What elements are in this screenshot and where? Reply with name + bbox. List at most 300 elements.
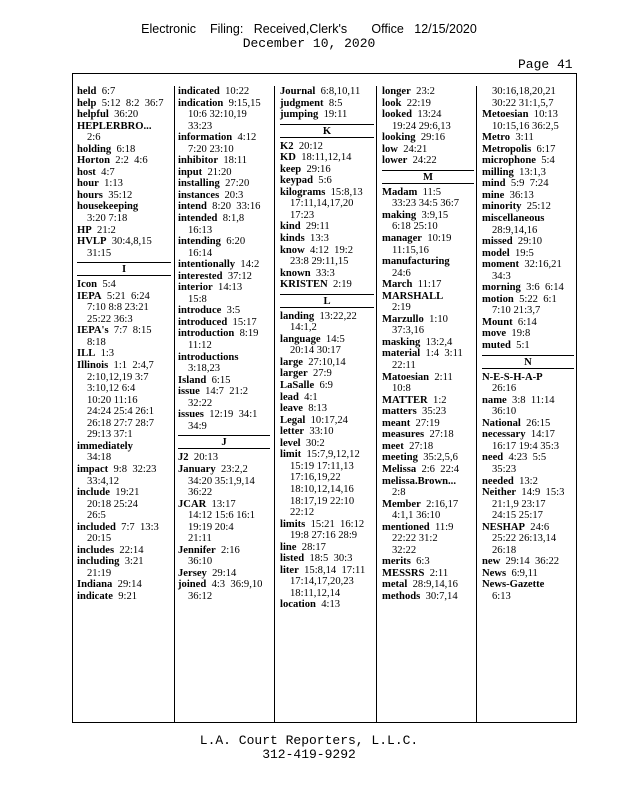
index-entry	[178, 499, 270, 511]
index-term: language	[280, 333, 321, 345]
index-references: 5:4	[97, 279, 116, 291]
index-term: intend	[178, 201, 207, 213]
column-divider	[174, 86, 175, 722]
index-term: methods	[382, 590, 421, 602]
index-column-1	[77, 86, 171, 603]
index-term: Neither	[482, 487, 517, 499]
index-entry	[280, 380, 374, 392]
index-references: 37:12	[222, 270, 252, 282]
index-references: 28:9,14,16	[407, 579, 458, 591]
index-term: News	[482, 567, 507, 579]
index-entry	[178, 568, 270, 580]
index-entry	[280, 519, 374, 531]
index-term: looked	[382, 109, 413, 121]
index-entry	[178, 386, 270, 398]
index-entry	[280, 245, 374, 257]
index-references: 8:13	[302, 403, 328, 415]
index-references: 3:11	[510, 132, 534, 144]
index-term: longer	[382, 86, 411, 97]
index-references: 6:9	[314, 380, 333, 392]
index-references: 5:21 6:24	[101, 290, 150, 302]
index-entry	[482, 556, 574, 568]
index-references: 6:17	[531, 143, 556, 155]
index-references: 4:12 19:2	[304, 244, 353, 256]
index-term: intended	[178, 213, 218, 225]
index-term: indicated	[178, 86, 220, 97]
index-term: motion	[482, 293, 514, 305]
index-references: 11:9	[429, 521, 454, 533]
index-term: introductions	[178, 351, 239, 363]
index-entry	[77, 487, 171, 499]
index-term: manufacturing	[382, 256, 450, 268]
index-references: 22:14	[114, 544, 144, 556]
index-entry	[77, 86, 171, 98]
index-entry	[280, 221, 374, 233]
index-references: 6:14	[512, 316, 537, 328]
index-term: Icon	[77, 279, 98, 291]
index-continuation: 35:23	[492, 463, 517, 475]
index-column-3	[280, 86, 374, 611]
footer-phone: 312-419-9292	[262, 747, 356, 762]
index-term: Illinois	[77, 360, 109, 372]
index-entry	[280, 175, 374, 187]
index-entry	[482, 236, 574, 248]
index-continuation: 3:18,23	[188, 363, 221, 375]
index-continuation: 23:8 29:11,15	[290, 256, 349, 268]
index-entry	[178, 375, 270, 387]
index-continuation: 22:11	[392, 360, 416, 372]
index-continuation: 21:19	[87, 567, 112, 579]
page-number: Page 41	[518, 57, 573, 72]
index-entry	[280, 311, 374, 323]
index-references: 13:22,22	[314, 310, 357, 322]
index-continuation: 10:8	[392, 383, 411, 395]
index-references: 35:12	[102, 189, 133, 201]
filing-stamp: Electronic Filing: Received,Clerk's Office 12/15/2020	[141, 22, 477, 36]
index-references: 15:21 16:12	[305, 518, 365, 530]
index-references: 19:5	[509, 247, 534, 259]
index-entry	[382, 291, 474, 303]
index-term: limits	[280, 518, 306, 530]
index-references: 6:7	[96, 86, 116, 97]
index-term: keypad	[280, 175, 313, 187]
index-references: 27:18	[424, 429, 454, 441]
index-term: information	[178, 132, 233, 144]
index-references: 10:17,24	[305, 414, 348, 426]
index-entry	[382, 233, 474, 245]
index-references: 13:17	[206, 498, 236, 510]
index-term: necessary	[482, 429, 526, 441]
index-references: 2:11	[429, 371, 453, 383]
index-continuation: 34:3	[492, 270, 511, 282]
index-continuation: 22:12	[290, 507, 315, 519]
index-term: material	[382, 348, 421, 360]
index-entry	[77, 291, 171, 303]
index-entry	[178, 98, 270, 110]
index-continuation: 26:18 27:7 28:7	[87, 417, 155, 429]
index-entry	[382, 418, 474, 430]
index-section-letter: J	[178, 435, 270, 449]
index-references: 3:9,15	[416, 209, 449, 221]
index-references: 8:20 33:16	[206, 201, 261, 213]
index-term: line	[280, 541, 297, 553]
index-entry	[382, 348, 474, 360]
index-term: input	[178, 166, 203, 178]
index-references: 35:2,5,6	[417, 452, 458, 464]
index-continuation: 18:17,19 22:10	[290, 495, 355, 507]
index-continuation: 19:8 27:16 28:9	[290, 530, 358, 542]
index-term: ILL	[77, 348, 96, 360]
index-term: NESHAP	[482, 521, 525, 533]
index-entry	[482, 190, 574, 202]
index-entry	[482, 395, 574, 407]
index-entry	[280, 426, 374, 438]
index-term: January	[178, 463, 216, 475]
index-term: manager	[382, 233, 423, 245]
index-entry	[178, 317, 270, 329]
index-term: IEPA	[77, 290, 102, 302]
index-entry	[77, 121, 171, 133]
index-continuation: 36:10	[492, 406, 517, 418]
index-references: 35:23	[416, 406, 447, 418]
index-entry	[382, 429, 474, 441]
index-references: 32:16,21	[519, 259, 562, 271]
index-entry	[178, 464, 270, 476]
index-term: interior	[178, 282, 213, 294]
index-section-letter: L	[280, 294, 374, 308]
index-term: Legal	[280, 414, 306, 426]
index-term: matters	[382, 406, 417, 418]
index-references: 1:3	[95, 348, 115, 360]
index-term: Indiana	[77, 579, 113, 591]
index-entry	[178, 213, 270, 225]
index-references: 28:17	[296, 541, 326, 553]
hearing-date: December 10, 2020	[242, 36, 376, 51]
index-continuation: 15:8	[188, 293, 207, 305]
index-continuation: 33:4,12	[87, 475, 120, 487]
index-term: housekeeping	[77, 201, 139, 213]
index-entry	[280, 449, 374, 461]
index-entry	[178, 328, 270, 340]
index-entry	[382, 372, 474, 384]
index-references: 14:5	[320, 333, 345, 345]
index-continuation: 7:20 23:10	[188, 143, 234, 155]
index-continuation: 21:11	[188, 533, 212, 545]
index-entry	[280, 233, 374, 245]
index-term: JCAR	[178, 498, 207, 510]
index-references: 9:15,15	[223, 97, 261, 109]
index-term: move	[482, 328, 507, 340]
index-term: location	[280, 599, 316, 611]
index-references: 5:22 6:1	[513, 293, 557, 305]
index-term: include	[77, 487, 110, 499]
index-term: muted	[482, 340, 511, 352]
index-term: larger	[280, 368, 308, 380]
index-term: holding	[77, 143, 112, 155]
index-references: 26:15	[520, 417, 551, 429]
index-term: Island	[178, 374, 207, 386]
index-term: HVLP	[77, 236, 107, 248]
index-entry	[178, 271, 270, 283]
index-term: indicate	[77, 590, 113, 602]
index-entry	[77, 556, 171, 568]
index-continuation: 16:14	[188, 247, 213, 259]
index-entry	[280, 553, 374, 565]
index-entry	[482, 317, 574, 329]
index-references: 14:2	[235, 259, 260, 271]
index-term: hours	[77, 189, 103, 201]
index-entry	[178, 305, 270, 317]
index-entry	[482, 201, 574, 213]
index-references: 6:15	[206, 374, 231, 386]
index-term: hour	[77, 178, 99, 190]
index-references: 13:1,3	[513, 166, 546, 178]
column-divider	[476, 86, 477, 722]
index-entry	[280, 152, 374, 164]
index-references: 14:13	[212, 282, 243, 294]
index-continuation: 11:15,16	[392, 244, 429, 256]
index-continuation: 25:22 36:3	[87, 313, 133, 325]
index-term: mine	[482, 189, 505, 201]
index-term: minority	[482, 201, 522, 213]
index-references: 24:22	[407, 155, 437, 167]
index-continuation: 4:1,1 36:10	[392, 510, 441, 522]
index-entry	[280, 86, 374, 98]
index-term: mind	[482, 178, 506, 190]
index-continuation: 2:6	[87, 132, 101, 144]
index-references: 23:2,2	[215, 463, 248, 475]
index-entry	[382, 568, 474, 580]
index-term: listed	[280, 553, 305, 565]
index-references: 21:20	[202, 166, 232, 178]
index-references: 18:11,12,14	[295, 152, 352, 164]
index-references: 10:19	[422, 233, 452, 245]
index-term: J2	[178, 452, 189, 464]
index-entry	[77, 522, 171, 534]
index-continuation: 15:19 17:11,13	[290, 460, 354, 472]
index-entry	[382, 591, 474, 603]
index-entry	[482, 294, 574, 306]
index-references: 4:1	[298, 391, 318, 403]
index-term: National	[482, 417, 521, 429]
index-term: masking	[382, 336, 421, 348]
index-continuation: 20:18 25:24	[87, 498, 138, 510]
index-entry	[482, 259, 574, 271]
index-continuation: 19:24 29:6,13	[392, 120, 451, 132]
index-references: 8:19	[234, 328, 259, 340]
index-references: 4:23 5:5	[503, 452, 547, 464]
index-entry	[482, 372, 574, 384]
index-references: 1:1 2:4,7	[108, 360, 154, 372]
index-continuation: 20:15	[87, 533, 112, 545]
index-entry	[280, 403, 374, 415]
index-entry	[77, 325, 171, 337]
index-entry	[178, 190, 270, 202]
index-continuation: 29:13 37:1	[87, 429, 133, 441]
index-references: 3:21	[119, 556, 144, 568]
index-entry	[382, 579, 474, 591]
index-term: Matoesian	[382, 371, 430, 383]
index-continuation: 24:24 25:4 26:1	[87, 406, 155, 418]
index-continuation: 26:5	[87, 510, 106, 522]
index-continuation: 17:14,17,20,23	[290, 576, 354, 588]
index-entry	[280, 438, 374, 450]
index-entry	[382, 314, 474, 326]
index-term: missed	[482, 236, 513, 248]
index-entry	[178, 178, 270, 190]
index-term: included	[77, 521, 116, 533]
index-entry	[178, 282, 270, 294]
index-term: held	[77, 86, 97, 97]
index-continuation: 8:18	[87, 336, 106, 348]
index-entry	[482, 178, 574, 190]
index-references: 29:14 36:22	[500, 556, 560, 568]
index-entry	[77, 167, 171, 179]
index-continuation: 30:22 31:1,5,7	[492, 97, 554, 109]
index-term: letter	[280, 426, 305, 438]
index-references: 6:20	[220, 236, 246, 248]
index-term: HP	[77, 224, 92, 236]
index-references: 15:17	[227, 316, 257, 328]
index-references: 1:2	[427, 394, 447, 406]
index-continuation: 6:18 25:10	[392, 221, 438, 233]
index-entry	[178, 579, 270, 591]
index-references: 33:3	[310, 267, 335, 279]
index-entry	[280, 357, 374, 369]
index-term: Metropolis	[482, 143, 532, 155]
index-continuation: 14:1,2	[290, 322, 317, 334]
index-entry	[77, 279, 171, 291]
index-continuation: 10:20 11:16	[87, 394, 138, 406]
index-term: introduction	[178, 328, 235, 340]
index-entry	[482, 144, 574, 156]
index-entry	[382, 522, 474, 534]
index-continuation: 7:10 8:8 23:21	[87, 302, 149, 314]
index-entry	[482, 328, 574, 340]
index-entry	[77, 201, 171, 213]
index-entry	[77, 441, 171, 453]
index-references: 5:1	[510, 340, 530, 352]
index-references: 6:9,11	[506, 567, 538, 579]
index-term: N-E-S-H-A-P	[482, 371, 543, 383]
index-entry	[482, 568, 574, 580]
index-references: 19:8	[506, 328, 531, 340]
index-entry	[280, 141, 374, 153]
index-term: MARSHALL	[382, 290, 444, 302]
index-term: MATTER	[382, 394, 428, 406]
index-references: 4:12	[232, 132, 257, 144]
index-term: Melissa	[382, 463, 417, 475]
index-entry	[382, 441, 474, 453]
index-entry	[77, 178, 171, 190]
index-entry	[280, 164, 374, 176]
index-entry	[482, 213, 574, 225]
index-entry	[382, 476, 474, 488]
index-continuation: 33:23	[188, 120, 213, 132]
index-references: 2:2 4:6	[109, 155, 148, 167]
index-entry	[382, 499, 474, 511]
index-references: 9:8 32:23	[108, 463, 157, 475]
index-continuation: 36:12	[188, 590, 213, 602]
index-references: 20:12	[293, 140, 323, 152]
index-references: 4:13	[315, 599, 341, 611]
index-continuation: 37:3,16	[392, 325, 425, 337]
index-continuation: 33:23 34:5 36:7	[392, 198, 460, 210]
index-term: leave	[280, 403, 303, 415]
index-entry	[280, 392, 374, 404]
index-references: 23:2	[410, 86, 435, 97]
index-term: new	[482, 556, 501, 568]
index-references: 4:3 36:9,10	[206, 579, 263, 591]
index-term: Horton	[77, 155, 110, 167]
index-term: Mount	[482, 316, 513, 328]
index-entry	[178, 352, 270, 364]
index-references: 29:11	[300, 221, 330, 233]
index-references: 13:2	[513, 475, 538, 487]
index-term: miscellaneous	[482, 213, 545, 225]
index-entry	[280, 542, 374, 554]
index-references: 2:6 22:4	[416, 463, 460, 475]
index-references: 2:16	[215, 544, 240, 556]
index-continuation: 24:6	[392, 267, 411, 279]
index-continuation: 20:14 30:17	[290, 345, 341, 357]
index-references: 27:18	[403, 440, 434, 452]
index-references: 29:16	[301, 163, 331, 175]
index-term: low	[382, 143, 398, 155]
index-term: measures	[382, 429, 425, 441]
index-references: 18:11	[218, 155, 248, 167]
index-references: 6:3	[410, 556, 430, 568]
index-references: 27:19	[410, 417, 440, 429]
index-continuation: 19:19 20:4	[188, 521, 234, 533]
index-entry	[482, 248, 574, 260]
index-references: 30:2	[300, 437, 325, 449]
index-term: meet	[382, 440, 404, 452]
index-continuation: 31:15	[87, 247, 112, 259]
index-entry	[382, 256, 474, 268]
index-term: includes	[77, 544, 115, 556]
index-section-letter: N	[482, 355, 574, 369]
index-references: 14:17	[525, 429, 555, 441]
index-term: KD	[280, 152, 296, 164]
index-references: 9:21	[112, 590, 138, 602]
index-references: 14:9 15:3	[516, 487, 565, 499]
index-term: intending	[178, 236, 221, 248]
index-entry	[382, 144, 474, 156]
index-entry	[280, 599, 374, 611]
index-entry	[178, 409, 270, 421]
index-continuation: 17:11,14,17,20	[290, 198, 354, 210]
index-entry	[280, 334, 374, 346]
index-continuation: 21:1,9 23:17	[492, 498, 546, 510]
index-continuation: 11:12	[188, 340, 212, 352]
index-references: 5:12 8:2 36:7	[96, 97, 164, 109]
index-references: 1:4 3:11	[420, 348, 463, 360]
index-entry	[382, 452, 474, 464]
index-term: liter	[280, 564, 299, 576]
index-term: Madam	[382, 186, 418, 198]
index-entry	[280, 109, 374, 121]
index-entry	[280, 565, 374, 577]
index-entry	[178, 155, 270, 167]
index-term: immediately	[77, 440, 133, 452]
index-term: kind	[280, 221, 301, 233]
index-entry	[482, 452, 574, 464]
index-term: KRISTEN	[280, 279, 328, 291]
index-term: helpful	[77, 109, 109, 121]
index-references: 7:7 13:3	[115, 521, 159, 533]
index-entry	[482, 340, 574, 352]
